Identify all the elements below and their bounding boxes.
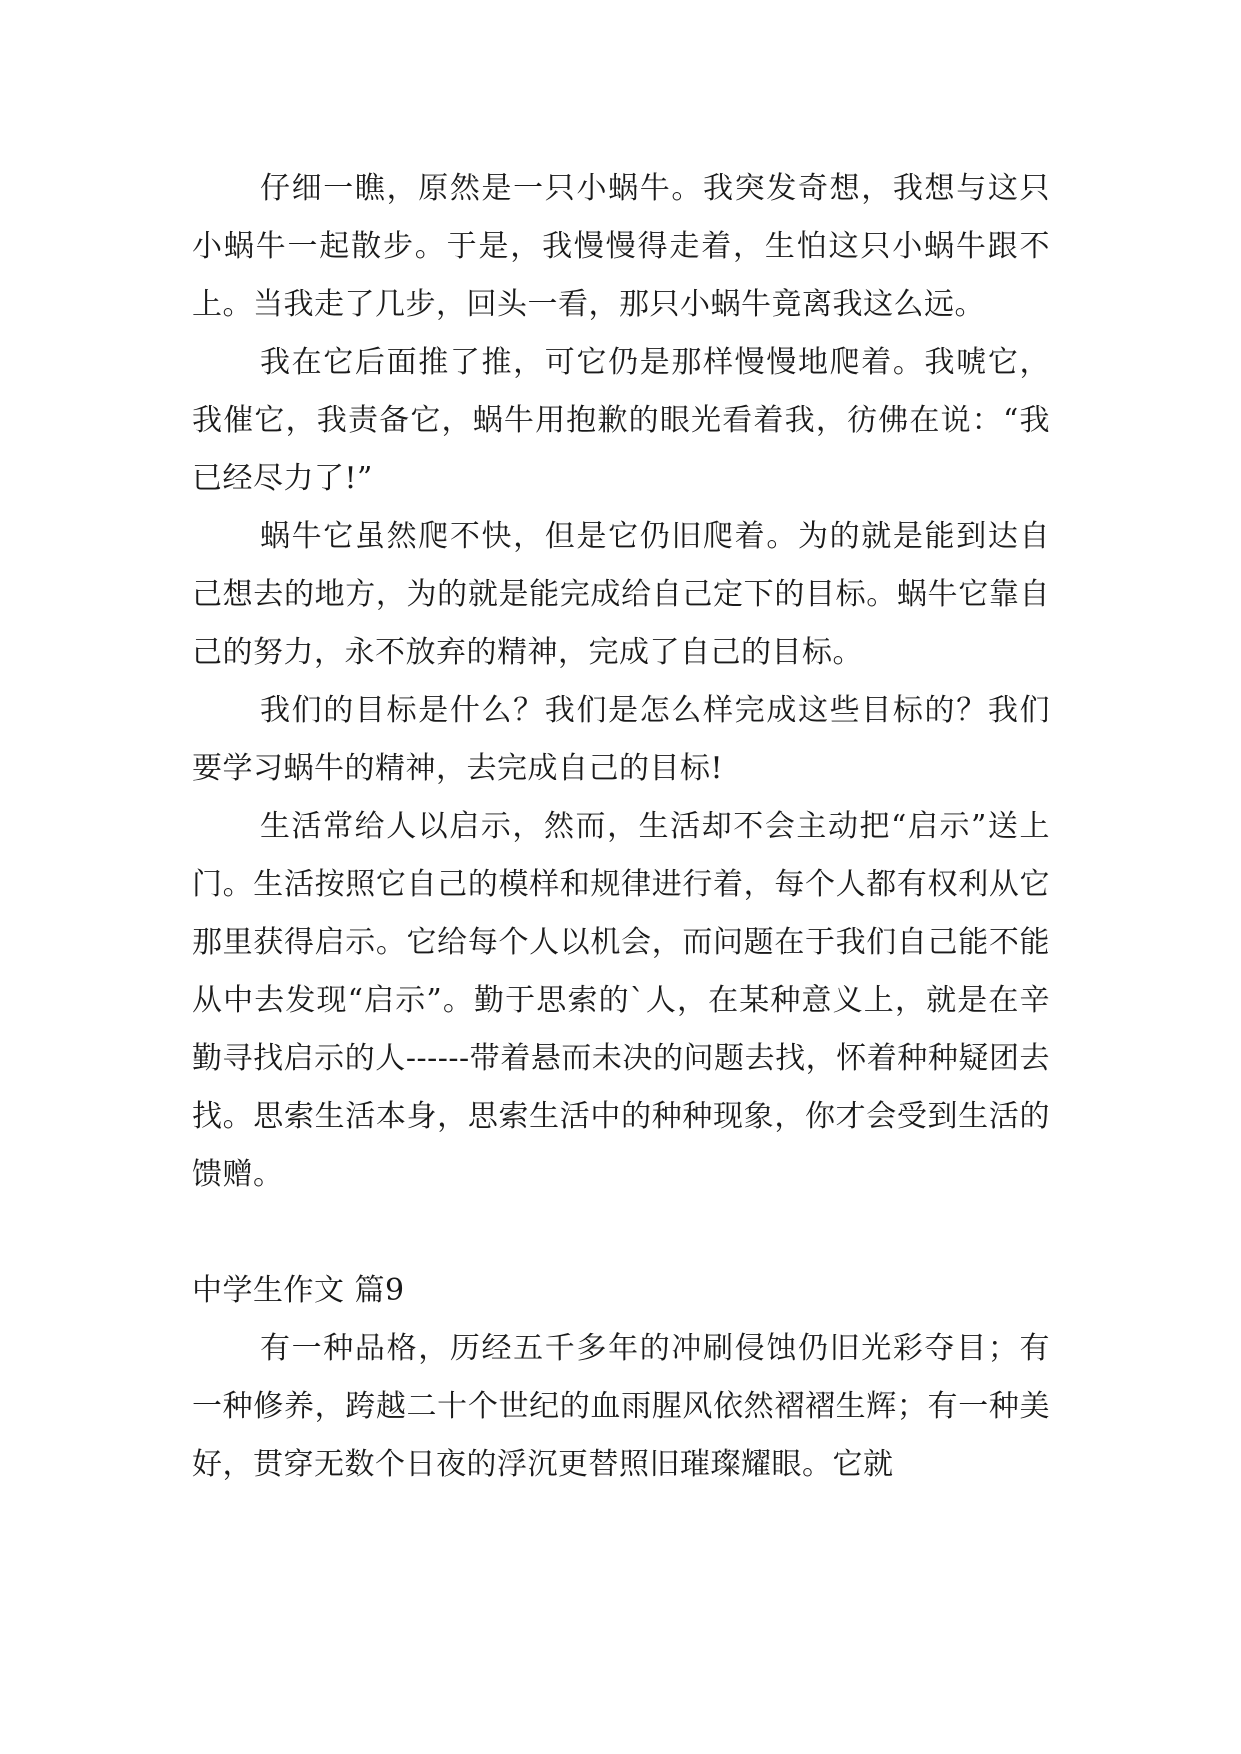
document-body — [192, 160, 1050, 1494]
paragraph-snail-discovery: 仔细一瞧，原然是一只小蜗牛。我突发奇想，我想与这只小蜗牛一起散步。于是，我慢慢得走着，生怕这只小蜗牛跟不上。当我走了几步，回头一看，那只小蜗牛竟离我这么远。 — [192, 171, 1050, 322]
paragraph-our-goals: 我们的目标是什么？我们是怎么样完成这些目标的？我们要学习蜗牛的精神，去完成自己的目标! — [192, 693, 1050, 786]
section-heading: 中学生作文 篇9 — [192, 1273, 405, 1308]
paragraph-pushing-snail: 我在它后面推了推，可它仍是那样慢慢地爬着。我唬它，我催它，我责备它，蜗牛用抱歉的眼光看着我，彷佛在说：“我已经尽力了!” — [192, 345, 1050, 496]
section-spacer — [192, 1204, 1050, 1262]
paragraph-snail-effort: 蜗牛它虽然爬不快，但是它仍旧爬着。为的就是能到达自己想去的地方，为的就是能完成给自己定下的目标。蜗牛它靠自己的努力，永不放弃的精神，完成了自己的目标。 — [192, 519, 1050, 670]
paragraph-life-inspiration: 生活常给人以启示，然而，生活却不会主动把“启示”送上门。生活按照它自己的模样和规律进行着，每个人都有权利从它那里获得启示。它给每个人以机会，而问题在于我们自己能不能从中去发现“启示”。勤于思索的`人，在某种意义上，就是在辛勤寻找启示的人------带着悬而未决的问题去找，怀着种种疑团去找。思索生活本身，思索生活中的种种现象，你才会受到生活的馈赠。 — [192, 809, 1050, 1192]
paragraph-character: 有一种品格，历经五千多年的冲刷侵蚀仍旧光彩夺目；有一种修养，跨越二十个世纪的血雨腥风依然褶褶生辉；有一种美好，贯穿无数个日夜的浮沉更替照旧璀璨耀眼。它就 — [192, 1331, 1050, 1482]
